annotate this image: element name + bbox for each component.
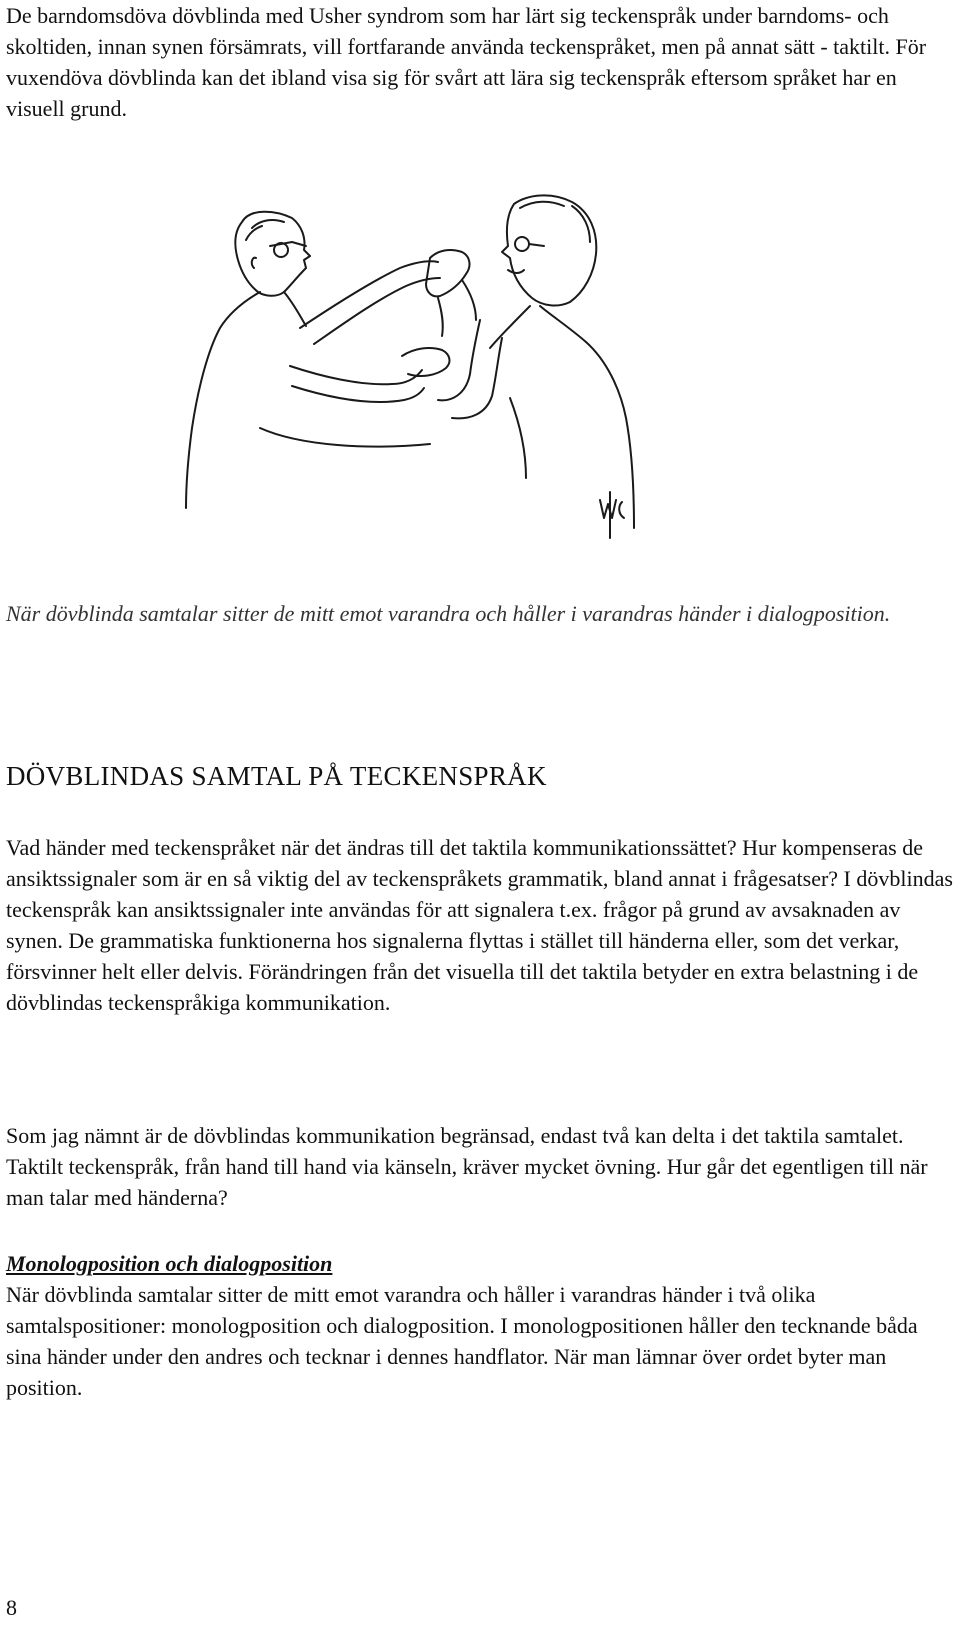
right-person-head: [502, 195, 596, 305]
page-number: 8: [6, 1595, 17, 1620]
body-paragraph-1: Vad händer med teckenspråket när det ändras till det taktila kommunikationssättet? Hur kompenseras de ansiktssignaler som är en så viktig del av teckenspråkets grammatik, bland annat i frågesatser? I dövblindas teckenspråk kan ansiktssignaler inte användas för att signalera t.ex. frågor på grund av avsaknaden av synen. De grammatiska funktionerna hos signalerna flyttas i stället till händerna eller, som det verkar, försvinner helt eller delvis. Förändringen från det visuella till det taktila betyder en extra belastning i de dövblindas teckenspråkiga kommunikation.: [6, 835, 953, 1015]
subsection-heading: Monologposition och dialogposition: [6, 1251, 333, 1276]
right-person-body: [540, 306, 634, 528]
body-paragraph-2: Som jag nämnt är de dövblindas kommunikation begränsad, endast två kan delta i det taktila samtalet. Taktilt teckenspråk, från hand till hand via känseln, kräver mycket övning. Hur går det egentligen till när man talar med händerna?: [6, 1123, 928, 1210]
intro-paragraph: De barndomsdöva dövblinda med Usher syndrom som har lärt sig teckenspråk under barndoms- och skoltiden, innan synen försämrats, vill fortfarande använda teckenspråket, men på annat sätt - taktilt. För vuxendöva dövblinda kan det ibland visa sig för svårt att lära sig teckenspråk eftersom språket har en visuell grund.: [6, 3, 927, 121]
hands-cluster: [426, 250, 469, 296]
left-person-head: [235, 212, 310, 296]
body-paragraph-3: När dövblinda samtalar sitter de mitt emot varandra och håller i varandras händer i två olika samtalspositioner: monologposition och dialogposition. I monologpositionen håller den tecknande båda sina händer under den andres och tecknar i dennes handflator. När man lämnar över ordet byter man position.: [6, 1282, 918, 1400]
illustration-caption: När dövblinda samtalar sitter de mitt emot varandra och håller i varandras händer i dialogposition.: [6, 601, 891, 626]
section-heading: DÖVBLINDAS SAMTAL PÅ TECKENSPRÅK: [6, 761, 547, 791]
two-people-signing-illustration: [180, 188, 650, 548]
left-person-body: [186, 292, 260, 508]
artist-signature: [600, 492, 624, 538]
